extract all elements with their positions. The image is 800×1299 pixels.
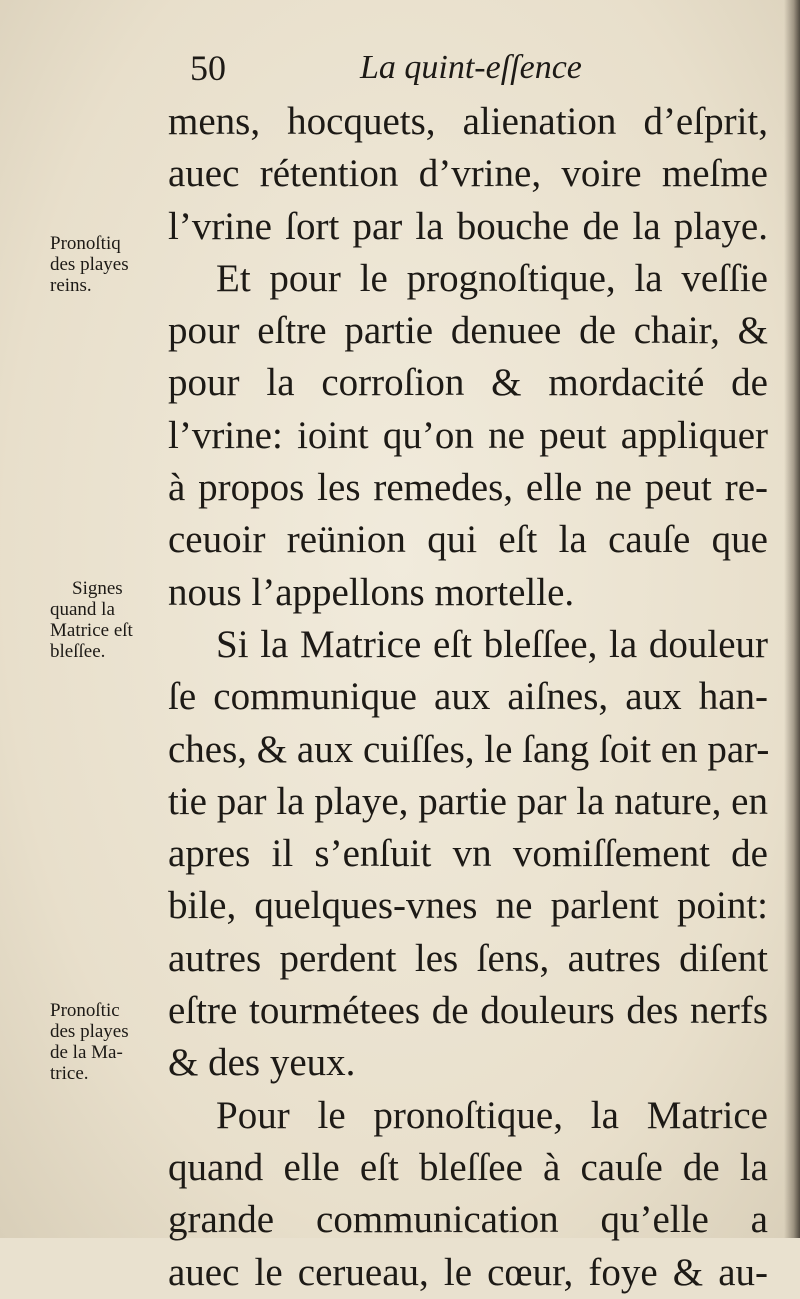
text-line: auec rétention d’vrine, voire meſme <box>168 152 768 196</box>
text-line: pour eſtre partie denuee de chair, & <box>168 309 768 353</box>
text-line: ceuoir reünion qui eſt la cauſe que <box>168 518 768 562</box>
text-line: eſtre tourmétees de douleurs des nerfs <box>168 989 768 1033</box>
text-line: apres il s’enſuit vn vomiſſement de <box>168 832 768 876</box>
text-line: auec le cerueau, le cœur, foye & au- <box>168 1250 768 1294</box>
margin-note-line: des playes <box>50 1021 129 1042</box>
text-line: quand elle eſt bleſſee à cauſe de la <box>168 1145 768 1189</box>
text-line: l’vrine: ioint qu’on ne peut appliquer <box>168 413 768 457</box>
text-line: Et pour le prognoſtique, la veſſie <box>216 256 768 300</box>
margin-note-line: trice. <box>50 1063 89 1084</box>
text-line: pour la corroſion & mordacité de <box>168 361 768 405</box>
margin-note-line: des playes <box>50 254 129 275</box>
margin-note-signes <box>50 578 175 662</box>
text-line: à propos les remedes, elle ne peut re- <box>168 466 768 510</box>
margin-note-line: bleſſee. <box>50 641 106 662</box>
margin-note-line: reins. <box>50 275 92 296</box>
text-line: mens, hocquets, alienation d’eſprit, <box>168 100 768 143</box>
text-line: Pour le pronoſtique, la Matrice <box>216 1093 768 1137</box>
margin-note-line: de la Ma- <box>50 1042 123 1063</box>
margin-note-matrice <box>50 1000 175 1084</box>
text-line: ches, & aux cuiſſes, le ſang ſoit en par- <box>168 727 770 771</box>
text-line: nous l’appellons mortelle. <box>168 570 575 614</box>
text-line: autres perdent les ſens, autres diſent <box>168 936 768 980</box>
margin-note-line: Pronoſtiq <box>50 233 121 254</box>
running-head <box>190 44 610 92</box>
running-title: La quint-eſſence <box>360 49 582 86</box>
text-line: tie par la playe, partie par la nature, en <box>168 779 768 823</box>
text-line: l’vrine ſort par la bouche de la playe. <box>168 204 768 248</box>
page-edge-shadow <box>784 0 800 1238</box>
margin-note-line: Matrice eſt <box>50 620 133 641</box>
text-line: Si la Matrice eſt bleſſee, la douleur <box>216 622 768 666</box>
margin-note-line: quand la <box>50 599 115 620</box>
text-line: & des yeux. <box>168 1041 356 1085</box>
text-line: grande communication qu’elle a <box>168 1198 768 1242</box>
margin-note-line: Pronoſtic <box>50 1000 120 1021</box>
body-text <box>168 96 768 1299</box>
page-number: 50 <box>190 48 226 88</box>
text-line: ſe communique aux aiſnes, aux han- <box>168 675 768 719</box>
margin-note-line: Signes <box>72 578 123 599</box>
margin-note-reins <box>50 233 175 296</box>
text-line: bile, quelques-vnes ne parlent point: <box>168 884 768 928</box>
